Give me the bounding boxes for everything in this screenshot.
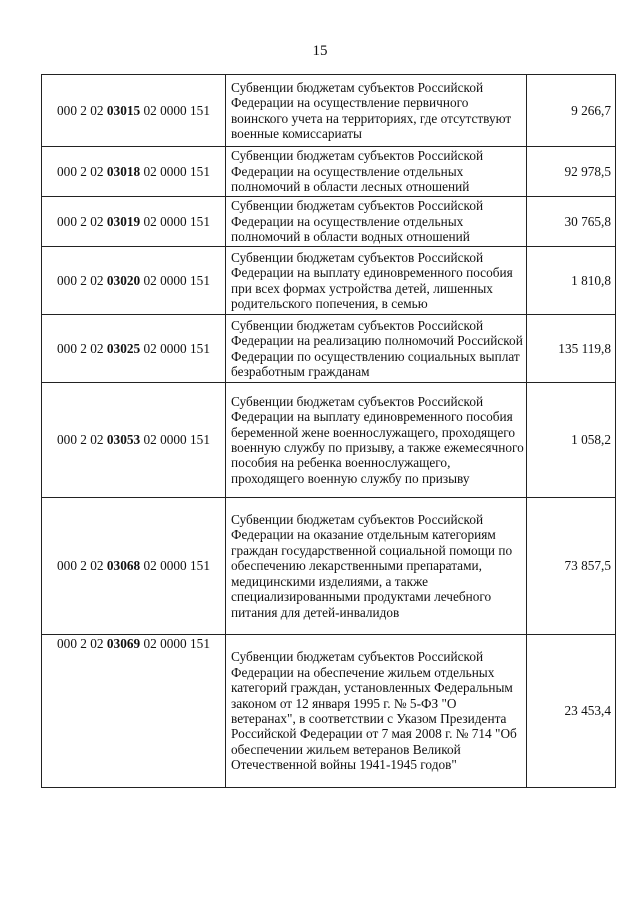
table-row (42, 75, 616, 147)
budget-description: Субвенции бюджетам субъектов Российской Федерации на выплату единовременного пособия беременной жене военнослужащего, проходящего военную службу по призыву, а также ежемесячного пособия на ребенка военнослужащего, проходящего военную службу по призыву (226, 383, 527, 498)
table-row (42, 197, 616, 247)
table-row (42, 498, 616, 635)
budget-code: 000 2 02 03018 02 0000 151 (42, 147, 226, 197)
budget-table (41, 74, 616, 788)
table-row (42, 315, 616, 383)
budget-description: Субвенции бюджетам субъектов Российской Федерации на осуществление отдельных полномочий в области водных отношений (226, 197, 527, 247)
budget-code: 000 2 02 03020 02 0000 151 (42, 247, 226, 315)
budget-code: 000 2 02 03025 02 0000 151 (42, 315, 226, 383)
budget-code: 000 2 02 03053 02 0000 151 (42, 383, 226, 498)
budget-description: Субвенции бюджетам субъектов Российской Федерации на осуществление отдельных полномочий в области лесных отношений (226, 147, 527, 197)
budget-amount: 92 978,5 (527, 147, 616, 197)
budget-amount: 1 058,2 (527, 383, 616, 498)
budget-code: 000 2 02 03069 02 0000 151 (42, 635, 226, 788)
budget-description: Субвенции бюджетам субъектов Российской Федерации на реализацию полномочий Российской Федерации по осуществлению социальных выплат безработным гражданам (226, 315, 527, 383)
budget-amount: 1 810,8 (527, 247, 616, 315)
budget-description: Субвенции бюджетам субъектов Российской Федерации на оказание отдельным категориям граждан государственной социальной помощи по обеспечению лекарственными препаратами, медицинскими изделиями, а также специализированными продуктами лечебного питания для детей-инвалидов (226, 498, 527, 635)
budget-code: 000 2 02 03019 02 0000 151 (42, 197, 226, 247)
page-number: 15 (312, 43, 328, 59)
budget-amount: 135 119,8 (527, 315, 616, 383)
table-row (42, 247, 616, 315)
budget-description: Субвенции бюджетам субъектов Российской Федерации на выплату единовременного пособия при всех формах устройства детей, лишенных родительского попечения, в семью (226, 247, 527, 315)
budget-amount: 23 453,4 (527, 635, 616, 788)
budget-description: Субвенции бюджетам субъектов Российской Федерации на обеспечение жильем отдельных категорий граждан, установленных Федеральным законом от 12 января 1995 г. № 5-ФЗ "О ветеранах", в соответствии с Указом Президента Российской Федерации от 7 мая 2008 г. № 714 "Об обеспечении жильем ветеранов Великой Отечественной войны 1941-1945 годов" (226, 635, 527, 788)
budget-amount: 9 266,7 (527, 75, 616, 147)
table-row (42, 383, 616, 498)
budget-description: Субвенции бюджетам субъектов Российской Федерации на осуществление первичного воинского учета на территориях, где отсутствуют военные комиссариаты (226, 75, 527, 147)
budget-code: 000 2 02 03068 02 0000 151 (42, 498, 226, 635)
budget-amount: 30 765,8 (527, 197, 616, 247)
budget-amount: 73 857,5 (527, 498, 616, 635)
table-row (42, 635, 616, 788)
table-row (42, 147, 616, 197)
budget-code: 000 2 02 03015 02 0000 151 (42, 75, 226, 147)
